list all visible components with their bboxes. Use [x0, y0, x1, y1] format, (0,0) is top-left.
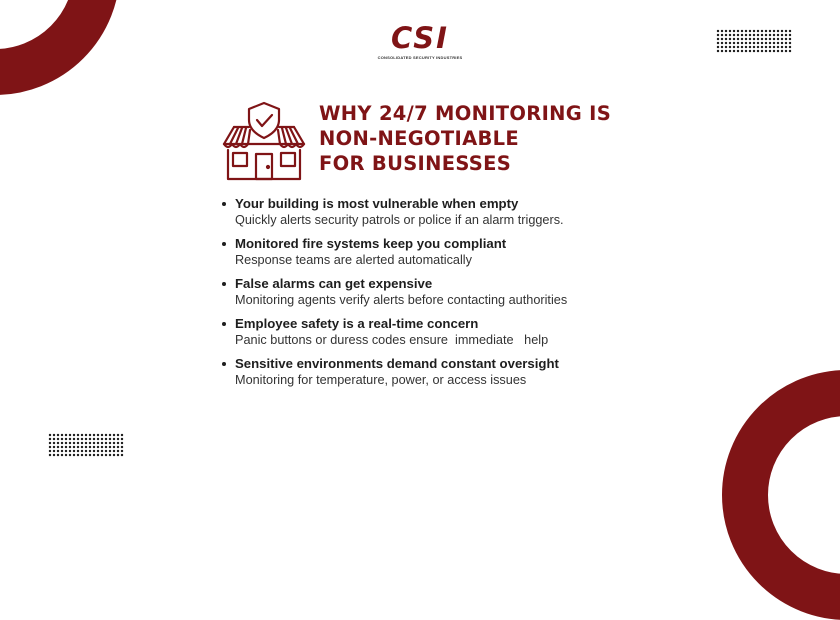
awning-stripes — [230, 128, 298, 144]
bullet-heading: False alarms can get expensive — [235, 276, 433, 291]
decorative-ring-top-left — [0, 0, 120, 95]
benefits-list — [220, 195, 650, 395]
store-window-left — [233, 153, 247, 166]
bullet-detail: Quickly alerts security patrols or police if an alarm triggers. — [235, 213, 564, 227]
checkmark — [257, 115, 272, 126]
logo-mark: CSI — [391, 21, 449, 55]
list-item — [220, 235, 650, 275]
bullet-heading: Employee safety is a real-time concern — [235, 316, 479, 331]
headline-line-3: FOR BUSINESSES — [319, 152, 512, 175]
shield-outline — [249, 103, 279, 138]
shield-storefront-icon — [220, 100, 308, 182]
page-headline — [319, 101, 611, 176]
bullet-heading: Sensitive environments demand constant oversight — [235, 356, 559, 371]
bullet-detail: Monitoring for temperature, power, or access issues — [235, 373, 527, 387]
bullet-detail: Monitoring agents verify alerts before contacting authorities — [235, 293, 568, 307]
bullet-heading: Your building is most vulnerable when empty — [235, 196, 519, 211]
bullet-heading: Monitored fire systems keep you compliant — [235, 236, 507, 251]
headline-line-1: WHY 24/7 MONITORING IS — [319, 102, 612, 125]
list-item — [220, 315, 650, 355]
door-knob — [267, 166, 269, 168]
store-window-right — [281, 153, 295, 166]
company-logo — [370, 22, 470, 60]
list-item — [220, 275, 650, 315]
logo-tagline: CONSOLIDATED SECURITY INDUSTRIES — [377, 55, 463, 60]
decorative-dot-grid-bottom-left — [48, 433, 124, 457]
list-item — [220, 195, 650, 235]
decorative-dot-grid-top-right — [716, 29, 792, 53]
headline-line-2: NON-NEGOTIABLE — [319, 127, 519, 150]
bullet-detail: Response teams are alerted automatically — [235, 253, 472, 267]
decorative-ring-bottom-right — [722, 370, 840, 620]
bullet-detail: Panic buttons or duress codes ensure immediate help — [235, 333, 549, 347]
list-item — [220, 355, 650, 395]
